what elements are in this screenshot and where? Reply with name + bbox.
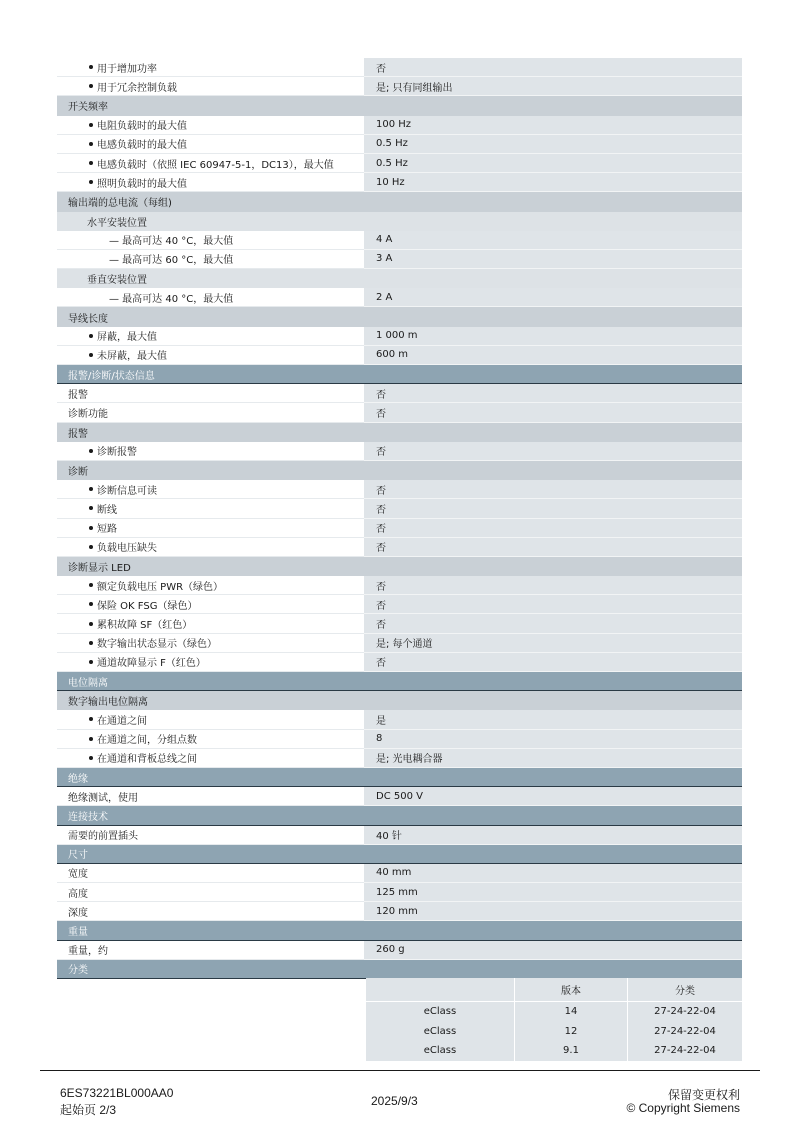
bullet-icon [89, 487, 93, 491]
spec-label [57, 173, 364, 192]
spec-value [364, 672, 742, 690]
spec-value [364, 691, 742, 710]
label-text: 负载电压缺失 [97, 543, 157, 555]
label-text: 尺寸 [68, 850, 88, 862]
spec-label [57, 634, 364, 653]
label-text: — 最高可达 40 °C，最大值 [109, 293, 234, 305]
classification-table [366, 978, 742, 1061]
spec-value: 否 [364, 384, 742, 403]
section-title [57, 845, 364, 863]
spec-row [57, 403, 742, 422]
section-header [57, 192, 742, 211]
spec-label [57, 250, 364, 269]
spec-label [57, 730, 364, 749]
section-header [57, 768, 742, 787]
bullet-icon [89, 602, 93, 606]
section-title [57, 806, 364, 824]
section-header [57, 691, 742, 710]
footer-date: 2025/9/3 [371, 1094, 418, 1108]
spec-label [57, 327, 364, 346]
bullet-icon [89, 84, 93, 88]
spec-label [57, 653, 364, 672]
label-text: 高度 [68, 888, 88, 900]
spec-label [57, 941, 364, 960]
spec-value: 40 针 [364, 826, 742, 845]
label-text: 短路 [97, 524, 117, 536]
spec-value: 8 [364, 730, 742, 749]
bullet-icon [89, 180, 93, 184]
bullet-icon [89, 161, 93, 165]
label-text: 未屏蔽，最大值 [97, 351, 167, 363]
label-text: 开关频率 [68, 102, 108, 114]
label-text: 照明负载时的最大值 [97, 178, 187, 190]
bullet-icon [89, 583, 93, 587]
spec-value: 否 [364, 614, 742, 633]
spec-label [57, 480, 364, 499]
label-text: 诊断报警 [97, 447, 137, 459]
label-text: — 最高可达 40 °C，最大值 [109, 236, 234, 248]
spec-label [57, 749, 364, 768]
footer-copyright: © Copyright Siemens [626, 1101, 740, 1115]
spec-value: 125 mm [364, 883, 742, 902]
bullet-icon [89, 660, 93, 664]
label-text: 屏蔽，最大值 [97, 332, 157, 344]
spec-value: 3 A [364, 250, 742, 269]
spec-value: 2 A [364, 288, 742, 307]
spec-label [57, 710, 364, 729]
label-text: 诊断显示 LED [68, 562, 131, 574]
label-text: 绝缘 [68, 773, 88, 785]
spec-row [57, 941, 742, 960]
spec-label [57, 883, 364, 902]
classification-version: 14 [515, 1002, 628, 1022]
label-text: 累积故障 SF（红色） [97, 620, 193, 632]
spec-value [364, 557, 742, 576]
label-text: 电感负载时的最大值 [97, 140, 187, 152]
section-title [57, 212, 364, 231]
spec-row [57, 77, 742, 96]
spec-value [364, 768, 742, 786]
section-title [57, 269, 364, 288]
spec-value: 260 g [364, 941, 742, 960]
bullet-icon [89, 123, 93, 127]
spec-value: 0.5 Hz [364, 135, 742, 154]
label-text: 诊断功能 [68, 408, 108, 420]
spec-label [57, 116, 364, 135]
label-text: 保险 OK FSG（绿色） [97, 600, 198, 612]
section-title [57, 960, 364, 978]
spec-value: 0.5 Hz [364, 154, 742, 173]
spec-row [57, 519, 742, 538]
spec-label [57, 902, 364, 921]
spec-value: 否 [364, 519, 742, 538]
spec-value: 1 000 m [364, 327, 742, 346]
section-header [57, 212, 742, 231]
classification-header-class: 分类 [628, 978, 742, 1001]
footer-divider [40, 1070, 760, 1071]
section-title [57, 423, 364, 442]
spec-value: DC 500 V [364, 787, 742, 806]
section-header [57, 806, 742, 825]
spec-value: 否 [364, 442, 742, 461]
spec-row [57, 576, 742, 595]
label-text: 在通道之间 [97, 715, 147, 727]
spec-row [57, 116, 742, 135]
section-title [57, 461, 364, 480]
label-text: 在通道和背板总线之间 [97, 754, 197, 766]
section-header [57, 307, 742, 326]
classification-header-version: 版本 [515, 978, 628, 1001]
label-text: 通道故障显示 F（红色） [97, 658, 206, 670]
label-text: 连接技术 [68, 811, 108, 823]
section-title [57, 307, 364, 326]
spec-value: 100 Hz [364, 116, 742, 135]
spec-value: 是 [364, 710, 742, 729]
section-header [57, 557, 742, 576]
spec-value: 600 m [364, 346, 742, 365]
spec-row [57, 346, 742, 365]
spec-row [57, 883, 742, 902]
spec-row [57, 480, 742, 499]
spec-row [57, 327, 742, 346]
footer-order-number: 6ES73221BL000AA0 [60, 1086, 174, 1100]
section-title [57, 921, 364, 939]
classification-header-system [366, 978, 515, 1001]
spec-value [364, 423, 742, 442]
spec-value: 4 A [364, 231, 742, 250]
section-header [57, 921, 742, 940]
section-title [57, 365, 364, 383]
bullet-icon [89, 334, 93, 338]
label-text: 在通道之间，分组点数 [97, 735, 197, 747]
spec-row [57, 902, 742, 921]
spec-value: 40 mm [364, 864, 742, 883]
spec-label [57, 58, 364, 77]
label-text: 宽度 [68, 869, 88, 881]
spec-value [364, 921, 742, 939]
bullet-icon [89, 641, 93, 645]
spec-label [57, 77, 364, 96]
label-text: 数字输出电位隔离 [68, 697, 148, 709]
classification-row [366, 1002, 742, 1022]
bullet-icon [89, 506, 93, 510]
spec-value [364, 96, 742, 115]
spec-value [364, 269, 742, 288]
section-header [57, 365, 742, 384]
spec-label [57, 576, 364, 595]
spec-row [57, 384, 742, 403]
bullet-icon [89, 545, 93, 549]
spec-label [57, 499, 364, 518]
label-text: 重量 [68, 927, 88, 939]
classification-version: 9.1 [515, 1041, 628, 1061]
label-text: 报警 [68, 428, 88, 440]
label-text: 数字输出状态显示（绿色） [97, 639, 217, 651]
spec-row [57, 173, 742, 192]
spec-value: 否 [364, 538, 742, 557]
bullet-icon [89, 353, 93, 357]
spec-row [57, 231, 742, 250]
section-header [57, 960, 742, 979]
spec-row [57, 749, 742, 768]
label-text: 输出端的总电流（每组) [68, 198, 172, 210]
spec-label [57, 538, 364, 557]
spec-row [57, 288, 742, 307]
spec-label [57, 288, 364, 307]
spec-row [57, 710, 742, 729]
spec-row [57, 538, 742, 557]
spec-row [57, 634, 742, 653]
section-title [57, 96, 364, 115]
spec-label [57, 595, 364, 614]
footer-rights-notice: 保留变更权利 [667, 1088, 740, 1102]
label-text: 电阻负载时的最大值 [97, 121, 187, 133]
classification-code: 27-24-22-04 [628, 1022, 742, 1042]
spec-value: 否 [364, 403, 742, 422]
spec-value [364, 461, 742, 480]
section-header [57, 461, 742, 480]
label-text: 导线长度 [68, 313, 108, 325]
label-text: 诊断 [68, 467, 88, 479]
spec-table [57, 58, 742, 979]
label-text: 水平安装位置 [87, 217, 147, 229]
section-header [57, 269, 742, 288]
classification-row [366, 1022, 742, 1042]
spec-label [57, 826, 364, 845]
classification-row [366, 1041, 742, 1061]
spec-value [364, 960, 742, 978]
spec-value: 120 mm [364, 902, 742, 921]
bullet-icon [89, 737, 93, 741]
spec-row [57, 135, 742, 154]
bullet-icon [89, 526, 93, 530]
spec-value: 否 [364, 58, 742, 77]
label-text: 电感负载时（依照 IEC 60947-5-1，DC13），最大值 [97, 159, 334, 171]
classification-header-row [366, 978, 742, 1002]
spec-value: 否 [364, 499, 742, 518]
spec-label [57, 519, 364, 538]
label-text: 绝缘测试，使用 [68, 792, 138, 804]
spec-row [57, 595, 742, 614]
classification-version: 12 [515, 1022, 628, 1042]
section-title [57, 768, 364, 786]
spec-label [57, 864, 364, 883]
spec-value: 是; 光电耦合器 [364, 749, 742, 768]
classification-system: eClass [366, 1002, 515, 1022]
section-header [57, 96, 742, 115]
classification-system: eClass [366, 1022, 515, 1042]
spec-label [57, 231, 364, 250]
classification-code: 27-24-22-04 [628, 1041, 742, 1061]
spec-row [57, 58, 742, 77]
spec-value: 是; 只有同组输出 [364, 77, 742, 96]
bullet-icon [89, 142, 93, 146]
spec-value: 否 [364, 576, 742, 595]
spec-value [364, 806, 742, 824]
spec-value [364, 845, 742, 863]
label-text: — 最高可达 60 °C，最大值 [109, 255, 234, 267]
spec-value: 否 [364, 595, 742, 614]
spec-row [57, 614, 742, 633]
spec-row [57, 154, 742, 173]
label-text: 电位隔离 [68, 677, 108, 689]
spec-row [57, 730, 742, 749]
bullet-icon [89, 449, 93, 453]
classification-system: eClass [366, 1041, 515, 1061]
section-header [57, 423, 742, 442]
label-text: 需要的前置插头 [68, 831, 138, 843]
spec-value: 否 [364, 653, 742, 672]
bullet-icon [89, 65, 93, 69]
label-text: 用于冗余控制负载 [97, 82, 177, 94]
spec-row [57, 864, 742, 883]
section-title [57, 691, 364, 710]
bullet-icon [89, 622, 93, 626]
spec-row [57, 787, 742, 806]
spec-value [364, 212, 742, 231]
spec-value [364, 307, 742, 326]
bullet-icon [89, 756, 93, 760]
spec-row [57, 442, 742, 461]
spec-label [57, 442, 364, 461]
spec-row [57, 653, 742, 672]
spec-value [364, 192, 742, 211]
label-text: 重量，约 [68, 946, 108, 958]
spec-row [57, 250, 742, 269]
label-text: 断线 [97, 504, 117, 516]
spec-value [364, 365, 742, 383]
label-text: 诊断信息可读 [97, 485, 157, 497]
spec-label [57, 787, 364, 806]
spec-label [57, 614, 364, 633]
label-text: 用于增加功率 [97, 63, 157, 75]
section-title [57, 192, 364, 211]
spec-label [57, 384, 364, 403]
section-header [57, 845, 742, 864]
spec-value: 是; 每个通道 [364, 634, 742, 653]
label-text: 报警 [68, 389, 88, 401]
spec-value: 否 [364, 480, 742, 499]
section-header [57, 672, 742, 691]
label-text: 分类 [68, 965, 88, 977]
spec-label [57, 154, 364, 173]
section-title [57, 557, 364, 576]
label-text: 深度 [68, 907, 88, 919]
label-text: 额定负载电压 PWR（绿色） [97, 581, 224, 593]
spec-value: 10 Hz [364, 173, 742, 192]
spec-row [57, 499, 742, 518]
label-text: 垂直安装位置 [87, 275, 147, 287]
spec-label [57, 135, 364, 154]
section-title [57, 672, 364, 690]
label-text: 报警/诊断/状态信息 [68, 370, 155, 382]
spec-label [57, 346, 364, 365]
spec-label [57, 403, 364, 422]
bullet-icon [89, 717, 93, 721]
classification-code: 27-24-22-04 [628, 1002, 742, 1022]
spec-row [57, 826, 742, 845]
footer-page-number: 起始页 2/3 [60, 1103, 117, 1117]
